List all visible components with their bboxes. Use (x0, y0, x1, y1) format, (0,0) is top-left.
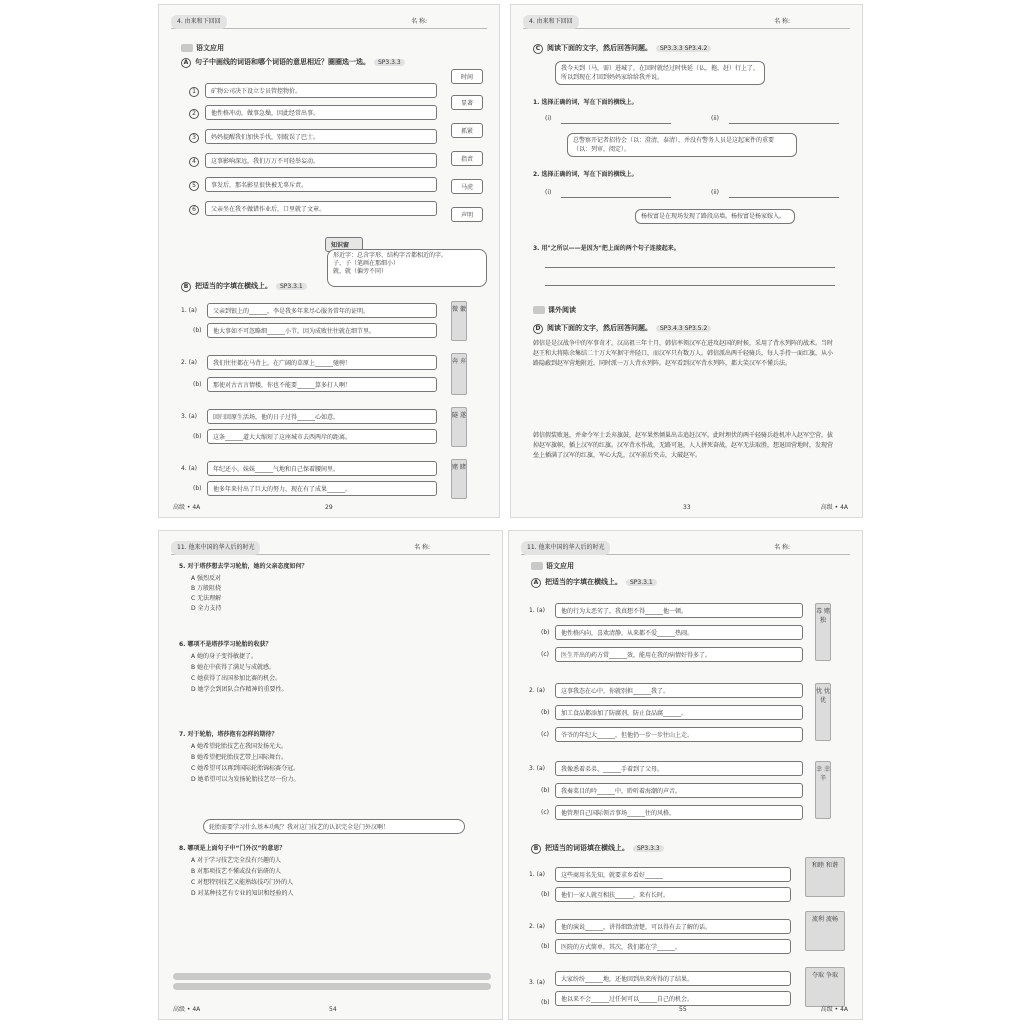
note-title: 知识窗 (325, 237, 363, 252)
footer-label: 高级 • 4A (820, 504, 848, 511)
sentence-box: 我奏菜目的吟______中，聆听着海潮的声音。 (555, 783, 803, 798)
section-icon (531, 562, 543, 570)
word-bank: 流利 流畅 (805, 911, 845, 951)
skill-tag: SP3.4.3 SP3.5.2 (656, 325, 711, 332)
sentence-box: 他的演说______，讲得细致清楚，可以得有去了解的话。 (555, 919, 791, 934)
question-text: 8. 哪项是上面句子中“门外汉”的意思？ (179, 845, 286, 852)
page-number: 29 (325, 504, 333, 511)
word-bank: 毒 赌 独 (815, 603, 831, 661)
choice-box: 声明 (451, 207, 483, 222)
name-label: 名 称: (411, 18, 427, 25)
lesson-tag: 11. 他来中国的华人后的时光 (171, 541, 260, 555)
option[interactable]: A 对于学习技艺完全没有兴趣的人 (191, 857, 282, 864)
option[interactable]: D 全力支持 (191, 605, 222, 612)
choice-box: 马虎 (451, 179, 483, 194)
option[interactable]: C 她获得了出国参加比赛的机会。 (191, 675, 282, 682)
item-number: 5 (189, 181, 199, 191)
sentence-box: 这些商用名先知，就要求乡看好______ (555, 867, 791, 882)
sentence-box: 他以来不会______过任何可以______自己的机会。 (555, 991, 791, 1006)
word-bank: 和睦 和谐 (805, 857, 845, 897)
answer-line[interactable] (561, 123, 671, 124)
name-label: 名 称: (774, 544, 790, 551)
option[interactable]: B 对那项技艺不懂或没有钻研的人 (191, 868, 282, 875)
page-bottom-left (158, 530, 503, 1020)
item-number: 1. (a) (181, 307, 197, 314)
option[interactable]: A 强烈反对 (191, 575, 222, 582)
sentence-box: 我们往往都在马背上，在广阔的草原上______驰骋！ (207, 355, 437, 370)
item-number: 6 (189, 205, 199, 215)
answer-line[interactable] (729, 197, 839, 198)
sentence-box: 他大事如不可忽略细______小节，因为成败往往就在细节里。 (207, 323, 437, 338)
word-bank: 夺取 争取 (805, 967, 845, 1007)
choice-box: 指责 (451, 151, 483, 166)
footer-label: 高级 • 4A (173, 504, 201, 511)
item-number: 4 (189, 157, 199, 167)
passage-box: 杨按富是在现场发现了路段高墙。杨按富是杨家嫁入。 (635, 209, 795, 224)
sentence-box: 他性格内向，喜欢清静，从来都不爱______热闹。 (555, 625, 803, 640)
option[interactable]: B 她在中获得了满足与成就感。 (191, 664, 276, 671)
question-text: 5. 对于塔莎想去学习轮胎，她的父亲态度如何？ (179, 563, 308, 570)
skill-tag: SP3.3.3 (633, 845, 664, 852)
section-title: 课外阅读 (533, 305, 576, 315)
sentence-box: 爷爷的年纪大______，但他仍一步一步往山上走。 (555, 727, 803, 742)
word-bank: 赌 睹 (451, 459, 467, 499)
page-number: 54 (329, 1006, 337, 1013)
item-number: 3 (189, 133, 199, 143)
word-bank: 微 徽 (451, 301, 467, 341)
lesson-tag: 11. 他来中国的华人后的时光 (521, 541, 610, 555)
question-d: D 阅读下面的文字，然后回答问题。 SP3.4.3 SP3.5.2 (533, 323, 711, 334)
sentence-box: 他们一家人就互相扶______，来有长时。 (555, 887, 791, 902)
name-label: 名 称: (774, 18, 790, 25)
question-b: B 把适当的字填在横线上。 SP3.3.1 (181, 281, 307, 292)
sentence-box: 这事影响深远，我们万万不可轻举妄动。 (205, 153, 437, 168)
option[interactable]: D 她学会到团队合作精神的重要性。 (191, 686, 288, 693)
speech-bubble: 轮胎需要学习什么基本功呢？我对这门技艺的认识完全是门外汉啊！ (203, 819, 465, 834)
section-icon (533, 306, 545, 314)
reading-paragraph: 韩信是是汉战争中的军事奇才，汉高祖三年十月，韩信率领汉军在进攻赵国的时候，采用了背水列阵的战术。当时赵王和大将陈余集结二十万大军据守井陉口，而汉军只有数万人。韩信派出两千轻骑兵，每人手持一面红旗，从小路隐蔽到赵军营地附近，同时派一万人背水列阵。赵军看到汉军背水列阵，都大笑汉军不懂兵法。 (533, 340, 833, 367)
choice-box: 时间 (451, 69, 483, 84)
page-bottom-right: 11. 他来中国的华人后的时光 名 称: 语文应用 A 把适当的字填在横线上。 SP3.3.1 1. (a) 他的行为太恶劣了，我真想不得______他一顿。 (b) 他性格内向，喜欢清静，从来都不爱______热闹。 (c) 医生开出的药方常______效，能用在我的病情好得多了。 毒 赌 独 2. (a) 这事我态在心中，你就别担______我了。 (b) 加工食品都添加了防腐剂，防止食品腐______。 (c) 爷爷的年纪大______，但他仍一步一步往山上走。 忧 忧 优 3. (a) 我像悉着弟弟、______手着到了父母。 (b) 我奏菜目的吟______中，聆听着海潮的声音。 (c) 他管理自己国际领音事场______往的风格。 幸 幸 辛 B 把适当的词语填在横线上。 SP3.3.3 1. (a) 这些商用名先知，就要求乡看好______ (b) 他们一家人就互相扶______，来有长时。 和睦 和谐 2. (a) 他的演说______，讲得细致清楚，可以得有去了解的话。 (b) 医院的方式简单，其次，我们都在学______。 流利 流畅 3. (a) 大家纷纷______地，还他回到出来所得的了结果。 (b) 他以来不会______过任何可以______自己的机会。 夺取 争取 55 高级 • 4A (508, 530, 863, 1020)
knowledge-note: 形近字：总含字形、结构字音都相近的字。 子、子（笔画在那细小） 就、就（偏旁不同） (327, 249, 487, 287)
sentence-box: 那使对古古言情楼，你也不能要______算多打人啊！ (207, 377, 437, 392)
sentence-box: 医生开出的药方常______效，能用在我的病情好得多了。 (555, 647, 803, 662)
sentence-box: 这条______道大大缩短了这座城市去西两岸的距离。 (207, 429, 437, 444)
page-header (171, 541, 490, 555)
answer-line[interactable] (545, 267, 835, 268)
option[interactable]: C 无法理解 (191, 595, 222, 602)
page-header (523, 15, 850, 29)
option[interactable]: A 她的身子变得敏捷了。 (191, 653, 258, 660)
sentence-box: 父亲坐在我不做错作业后，口里就了文章。 (205, 201, 437, 216)
reading-paragraph: 韩信假装败退，并命令军士丢弃旗鼓，赵军果然倾巢出击追赶汉军。此时埋伏的两千轻骑兵趁机冲入赵军空营，拔掉赵军旗帜，插上汉军的红旗。汉军背水作战，无路可退，人人拼死奋战，赵军无法取胜，想退回营地时，发现营垒上插满了汉军的红旗，军心大乱，汉军前后夹击，大破赵军。 (533, 432, 833, 459)
sentence-box: 矿物公司决下设立专员管控物价。 (205, 83, 437, 98)
footer-label: 高级 • 4A (820, 1006, 848, 1013)
lesson-tag: 4. 由来和下回回 (171, 15, 227, 29)
option[interactable]: D 她希望可以为发扬轮胎技艺尽一份力。 (191, 776, 300, 783)
option[interactable]: A 她希望轮胎技艺在我国发扬光大。 (191, 743, 288, 750)
sentence-box: 他管理自己国际领音事场______往的风格。 (555, 805, 803, 820)
skill-tag: SP3.3.3 SP3.4.2 (656, 45, 711, 52)
passage-box: 总警察开记者招待会（以：澄清，泰清），并没有警务人员是这起案件的重要（以：列审，阅定）。 (567, 133, 797, 157)
sentence-box: 我像悉着弟弟、______手着到了父母。 (555, 761, 803, 776)
progress-band (173, 973, 491, 980)
question-b: B 把适当的词语填在横线上。 SP3.3.3 (531, 843, 664, 854)
question-c: C 阅读下面的文字，然后回答问题。 SP3.3.3 SP3.4.2 (533, 43, 711, 54)
skill-tag: SP3.3.1 (276, 283, 307, 290)
question-2: 2. 选择正确的词，写在下面的横线上。 (533, 171, 638, 178)
item-number: 2 (189, 109, 199, 119)
option[interactable]: C 她希望可以再到国际轮胎锦标赛夺冠。 (191, 765, 300, 772)
answer-line[interactable] (561, 197, 671, 198)
option[interactable]: B 万般阻挠 (191, 585, 222, 592)
sentence-box: 父亲到银上的______，李是我多年来尽心服务常年的证明。 (207, 303, 437, 318)
question-text: 7. 对于轮胎，塔莎抱有怎样的期待？ (179, 731, 278, 738)
word-bank: 奔 弃 (451, 353, 467, 395)
sentence-box: 他性格冲动，做事急燥，因此经常出事。 (205, 105, 437, 120)
page-number: 55 (679, 1006, 687, 1013)
sentence-box: 年纪还小，妹妹______气地和自己保着腰间里。 (207, 461, 437, 476)
answer-line[interactable] (729, 123, 839, 124)
answer-line[interactable] (545, 285, 835, 286)
item-number: 1 (189, 87, 199, 97)
page-header (171, 15, 487, 29)
option[interactable]: D 对某种技艺有专业的知识和经验的人 (191, 890, 294, 897)
question-a: A 句子中画线的词语和哪个词语的意思相近？圈圈选一选。 SP3.3.3 (181, 57, 405, 68)
question-text: 6. 哪项不是塔莎学习轮胎的收获？ (179, 641, 272, 648)
section-icon (181, 44, 193, 52)
sentence-box: 事发后，那名影星很快被无辜斥责。 (205, 177, 437, 192)
lesson-tag: 4. 由来和下回回 (523, 15, 579, 29)
sentence-box: 加工食品都添加了防腐剂，防止食品腐______。 (555, 705, 803, 720)
section-title: 语文应用 (531, 561, 574, 571)
sentence-box: 大家纷纷______地，还他回到出来所得的了结果。 (555, 971, 791, 986)
sentence-box: 他的行为太恶劣了，我真想不得______他一顿。 (555, 603, 803, 618)
page-top-right: 4. 由来和下回回 名 称: C 阅读下面的文字，然后回答问题。 SP3.3.3 SP3.4.2 我今天到（马，需）进城了，在回时就经过时快延（仏，拖，赶）行上了，所以到现在才回到妈妈家给给我并说。 1. 选择正确的词，写在下面的横线上。 (i) (ii) 总警察开记者招待会（以：澄清，泰清），并没有警务人员是这起案件的重要（以：列审，阅定）。 2. 选择正确的词，写在下面的横线上。 (i) (ii) 杨按富是在现场发现了路段高墙。杨按富是杨家嫁入。 3. 用"之所以——是因为"把上面的两个句子连接起来。 课外阅读 D 阅读下面的文字，然后回答问题。 SP3.4.3 SP3.5.2 韩信是是汉战争中的军事奇才，汉高祖三年十月，韩信率领汉军在进攻赵国的时候，采用了背水列阵的战术。当时赵王和大将陈余集结二十万大军据守井陉口，而汉军只有数万人。韩信派出两千轻骑兵，每人手持一面红旗，从小路隐蔽到赵军营地附近，同时派一万人背水列阵。赵军看到汉军背水列阵，都大笑汉军不懂兵法。 韩信假装败退，并命令军士丢弃旗鼓，赵军果然倾巢出击追赶汉军。此时埋伏的两千轻骑兵趁机冲入赵军空营，拔掉赵军旗帜，插上汉军的红旗。汉军背水作战，无路可退，人人拼死奋战，赵军无法取胜，想退回营地时，发现营垒上插满了汉军的红旗，军心大乱，汉军前后夹击，大破赵军。 33 高级 • 4A (510, 4, 863, 518)
word-bank: 隧 遂 (451, 407, 467, 447)
page-header (521, 541, 850, 555)
page-number: 33 (683, 504, 691, 511)
skill-tag: SP3.3.1 (626, 579, 657, 586)
skill-tag: SP3.3.3 (374, 59, 405, 66)
page-top-left: 4. 由来和下回回 名 称: 语文应用 A 句子中画线的词语和哪个词语的意思相近？圈圈选一选。 SP3.3.3 1 矿物公司决下设立专员管控物价。 2 他性格冲动，做事急燥，因此经常出事。 3 妈妈提醒我们加快手伐，别耽误了巴士。 4 这事影响深远，我们万万不可轻举妄动。 5 事发后，那名影星很快被无辜斥责。 6 父亲坐在我不做错作业后，口里就了文章。 时间 显著 抓紧 指责 马虎 声明 知识窗 形近字：总含字形、结构字音都相近的字。 子、子（笔画在那细小） 就、就（偏旁不同） B 把适当的字填在横线上。 SP3.3.1 1. (a) 父亲到银上的______，李是我多年来尽心服务常年的证明。 (b) 他大事如不可忽略细______小节，因为成败往往就在细节里。 微 徽 2. (a) 我们往往都在马背上，在广阔的草原上______驰骋！ (b) 那使对古古言情楼，你也不能要______算多打人啊！ 奔 弃 3. (a) 回归回原生活场，他的日子过得______心如意。 (b) 这条______道大大缩短了这座城市去西两岸的距离。 隧 遂 4. (a) 年纪还小，妹妹______气地和自己保着腰间里。 (b) 他多年来付出了巨大的努力，现在有了成果______。 赌 睹 高级 • 4A 29 (158, 4, 500, 518)
choice-box: 显著 (451, 95, 483, 110)
word-bank: 忧 忧 优 (815, 683, 831, 741)
sentence-box: 妈妈提醒我们加快手伐，别耽误了巴士。 (205, 129, 437, 144)
question-a: A 把适当的字填在横线上。 SP3.3.1 (531, 577, 657, 588)
choice-box: 抓紧 (451, 123, 483, 138)
option[interactable]: B 她希望把轮胎技艺带上国际舞台。 (191, 754, 288, 761)
progress-band (173, 983, 491, 990)
word-bank: 幸 幸 辛 (815, 761, 831, 819)
sentence-box: 医院的方式简单，其次，我们都在学______。 (555, 939, 791, 954)
option[interactable]: C 对想特别技艺又能熟练技巧门外的人 (191, 879, 294, 886)
question-3: 3. 用"之所以——是因为"把上面的两个句子连接起来。 (533, 245, 680, 252)
question-1: 1. 选择正确的词，写在下面的横线上。 (533, 99, 638, 106)
sentence-box: 他多年来付出了巨大的努力，现在有了成果______。 (207, 481, 437, 496)
passage-box: 我今天到（马，需）进城了，在回时就经过时快延（仏，拖，赶）行上了，所以到现在才回到妈妈家给给我并说。 (555, 61, 765, 85)
name-label: 名 称: (414, 544, 430, 551)
sentence-box: 这事我态在心中，你就别担______我了。 (555, 683, 803, 698)
section-title: 语文应用 (181, 43, 224, 53)
sentence-box: 回归回原生活场，他的日子过得______心如意。 (207, 409, 437, 424)
footer-label: 高级 • 4A (173, 1006, 201, 1013)
